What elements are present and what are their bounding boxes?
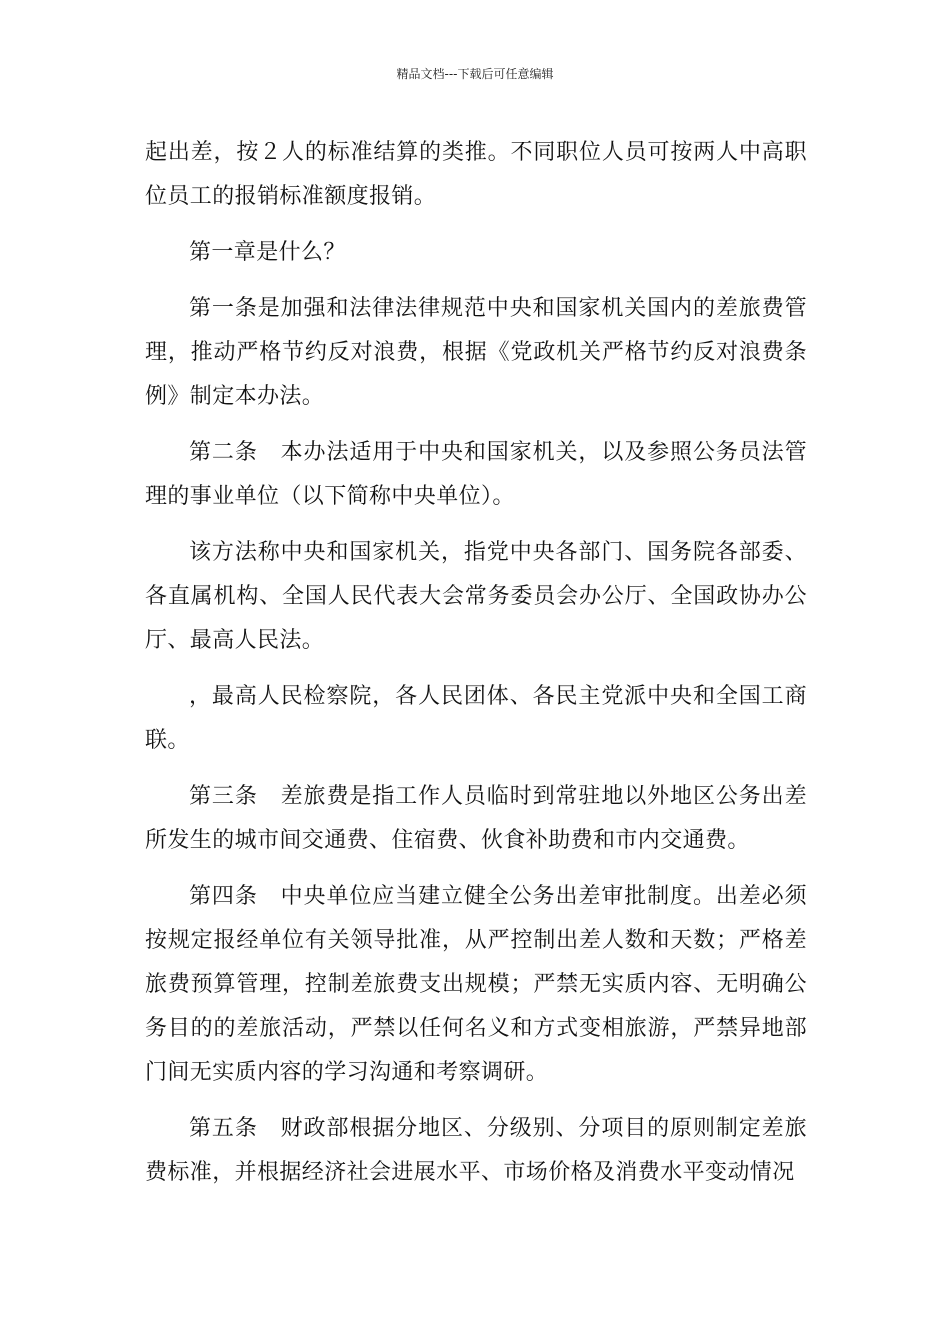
document-body xyxy=(145,131,807,1195)
paragraph-chapter-heading: 第一章是什么？ xyxy=(189,240,346,265)
paragraph-article-3: 第三条 差旅费是指工作人员临时到常驻地以外地区公务出差所发生的城市间交通费、住宿费、伙食补助费和市内交通费。 xyxy=(145,784,807,853)
paragraph-article-5: 第五条 财政部根据分地区、分级别、分项目的原则制定差旅费标准，并根据经济社会进展水平、市场价格及消费水平变动情况 xyxy=(145,1116,807,1185)
paragraph-article-1: 第一条是加强和法律法律规范中央和国家机关国内的差旅费管理，推动严格节约反对浪费，根据《党政机关严格节约反对浪费条例》制定本办法。 xyxy=(145,296,807,409)
paragraph-article-4: 第四条 中央单位应当建立健全公务出差审批制度。出差必须按规定报经单位有关领导批准，从严控制出差人数和天数；严格差旅费预算管理，控制差旅费支出规模；严禁无实质内容、无明确公务目的的差旅活动，严禁以任何名义和方式变相旅游，严禁异地部门间无实质内容的学习沟通和考察调研。 xyxy=(145,884,807,1085)
paragraph-continuation: 起出差，按２人的标准结算的类推。不同职位人员可按两人中高职位员工的报销标准额度报销。 xyxy=(145,140,807,209)
paragraph-article-2: 第二条 本办法适用于中央和国家机关，以及参照公务员法管理的事业单位（以下简称中央单位）。 xyxy=(145,440,807,509)
paragraph-definition-cont: ，最高人民检察院，各人民团体、各民主党派中央和全国工商联。 xyxy=(145,684,807,753)
page-header: 精品文档---下载后可任意编辑 xyxy=(396,67,554,81)
paragraph-definition: 该方法称中央和国家机关，指党中央各部门、国务院各部委、各直属机构、全国人民代表大会常务委员会办公厅、全国政协办公厅、最高人民法。 xyxy=(145,540,807,653)
